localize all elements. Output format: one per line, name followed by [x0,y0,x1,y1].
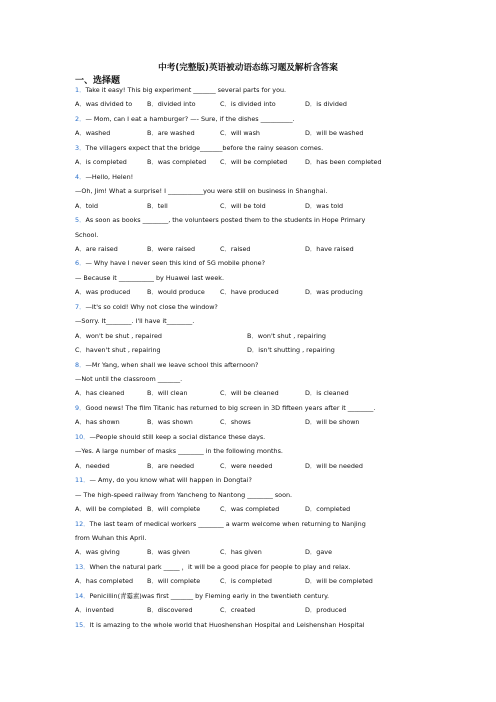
answer-option: B．tell [147,201,168,210]
answer-option: C．raised [220,244,251,253]
question-text: —It's so cold! Why not close the window? [85,302,218,311]
answer-option: A．has shown [75,418,120,427]
question-continuation: —Yes. A large number of masks ________ in the following months. [75,447,283,456]
question-continuation: — Because it ___________ by Huawei last week. [75,273,224,282]
answer-option: A．was divided to [75,100,133,109]
answer-option: B．divided into [147,100,196,109]
answer-option: D．produced [305,606,347,615]
question-stem [75,404,375,412]
question-number: 9． [75,403,86,412]
answer-option: D．has been completed [305,158,382,167]
question-number: 4． [75,172,86,181]
answer-option: A．are raised [75,244,118,253]
answer-option: A．invented [75,606,114,615]
answer-option: B．were raised [147,244,196,253]
answer-option: C．has given [220,548,262,557]
answer-option: A．told [75,201,99,210]
answer-option: C．will be cleaned [220,389,279,398]
document-title: 中考(完整版)英语被动语态练习题及解析含答案 [158,63,338,73]
question-stem [75,433,265,441]
question-text: When the natural park _____ ，it will be a good place for people to play and relax. [89,562,351,571]
answer-option: A．won't be shut , repaired [75,331,162,340]
question-number: 7． [75,302,86,311]
answer-option: B．are needed [147,461,195,470]
question-text: It is amazing to the whole world that Huoshenshan Hospital and Leishenshan Hospital [89,620,365,629]
question-number: 5． [75,216,86,225]
question-stem [75,592,329,600]
question-text: The last team of medical workers ________ a warm welcome when returning to Nanjing [89,519,366,528]
question-text: —People should still keep a social distance these days. [89,432,266,441]
question-text: Take it easy! This big experiment _______ several parts for you. [85,86,287,94]
answer-option: D．will be washed [305,129,364,138]
answer-option: D．have raised [305,244,354,253]
question-stem [75,216,365,224]
answer-option: C．is completed [220,577,272,586]
question-text: —Hello, Helen! [85,172,134,181]
answer-option: B．was completed [147,158,207,167]
question-number: 13． [75,562,90,571]
answer-option: D．will be needed [305,461,363,470]
question-number: 2． [75,114,86,123]
answer-option: B．will clean [147,389,188,398]
question-continuation: —Sorry. It________. I'll have it________. [75,317,195,326]
question-stem [75,115,295,123]
answer-option: D．was producing [305,288,363,297]
question-text: —Mr Yang, when shall we leave school this afternoon? [85,360,259,369]
answer-option: D．will be completed [305,577,373,586]
answer-option: C．will be completed [220,158,288,167]
answer-option: C．have produced [220,288,279,297]
answer-option: B．are washed [147,129,195,138]
answer-option: A．washed [75,129,111,138]
question-text: Penicillin(青霉素)was first _______ by Fleming early in the twentieth century. [89,591,330,600]
answer-option: D．was told [305,201,344,210]
question-number: 6． [75,259,86,268]
answer-option: D．will be shown [305,418,360,427]
answer-option: D．gave [305,548,332,557]
answer-option: A．has cleaned [75,389,125,398]
answer-option: C．created [220,606,256,615]
answer-option: A．is completed [75,158,127,167]
question-continuation: —Oh, Jim! What a surprise! I ___________you were still on business in Shanghai. [75,187,328,196]
answer-option: B．would produce [147,288,205,297]
question-stem [75,303,218,311]
question-stem [75,563,351,571]
question-number: 14． [75,591,90,600]
question-text: — Mom, can I eat a hamburger? —- Sure, if the dishes __________. [85,114,295,123]
question-number: 3． [75,143,86,152]
question-number: 8． [75,360,86,369]
answer-option: C．haven't shut , repairing [75,346,161,355]
question-continuation: — The high-speed railway from Yancheng to Nantong ________ soon. [75,490,293,499]
answer-option: D．is divided [305,100,347,109]
answer-option: D．isn't shutting , repairing [247,346,335,355]
answer-option: A．has completed [75,577,133,586]
answer-option: B．was given [147,548,190,557]
answer-option: B．discovered [147,606,193,615]
answer-option: A．was giving [75,548,120,557]
section-heading: 一、选择题 [75,76,121,86]
answer-option: A．was produced [75,288,131,297]
answer-option: D．is cleaned [305,389,349,398]
question-text: The villagers expect that the bridge_______before the rainy season comes. [85,143,324,152]
question-continuation: —Not until the classroom _______. [75,375,183,383]
answer-option: D．completed [305,505,351,514]
answer-option: B．was shown [147,418,193,427]
answer-option: C．is divided into [220,100,276,109]
question-stem [75,144,323,152]
answer-option: B．won't shut , repairing [247,331,326,340]
answer-option: B．will complete [147,505,201,514]
question-continuation: from Wuhan this April. [75,533,147,542]
question-number: 1． [75,86,86,94]
question-number: 15． [75,620,90,629]
answer-option: C．were needed [220,461,273,470]
answer-option: C．will wash [220,129,260,138]
answer-option: B．will complete [147,577,201,586]
question-continuation: School. [75,230,99,239]
answer-option: C．was completed [220,505,280,514]
question-stem [75,361,258,369]
question-number: 10． [75,432,90,441]
question-number: 12． [75,519,90,528]
question-text: As soon as books ________, the volunteers posted them to the students in Hope Primary [85,216,366,225]
question-stem [75,476,252,484]
question-text: — Amy, do you know what will happen in Dongtai? [89,476,252,485]
question-number: 11． [75,476,90,485]
answer-option: A．needed [75,461,110,470]
question-stem [75,520,366,528]
answer-option: A．will be completed [75,505,143,514]
question-stem [75,259,265,267]
question-text: — Why have I never seen this kind of 5G mobile phone? [85,259,265,268]
question-text: Good news! The film Titanic has returned to big screen in 3D fifteen years after it ________. [85,403,376,412]
question-stem [75,86,286,94]
question-stem [75,621,365,629]
answer-option: C．shows [220,418,251,427]
answer-option: C．will be told [220,201,266,210]
question-stem [75,173,133,181]
